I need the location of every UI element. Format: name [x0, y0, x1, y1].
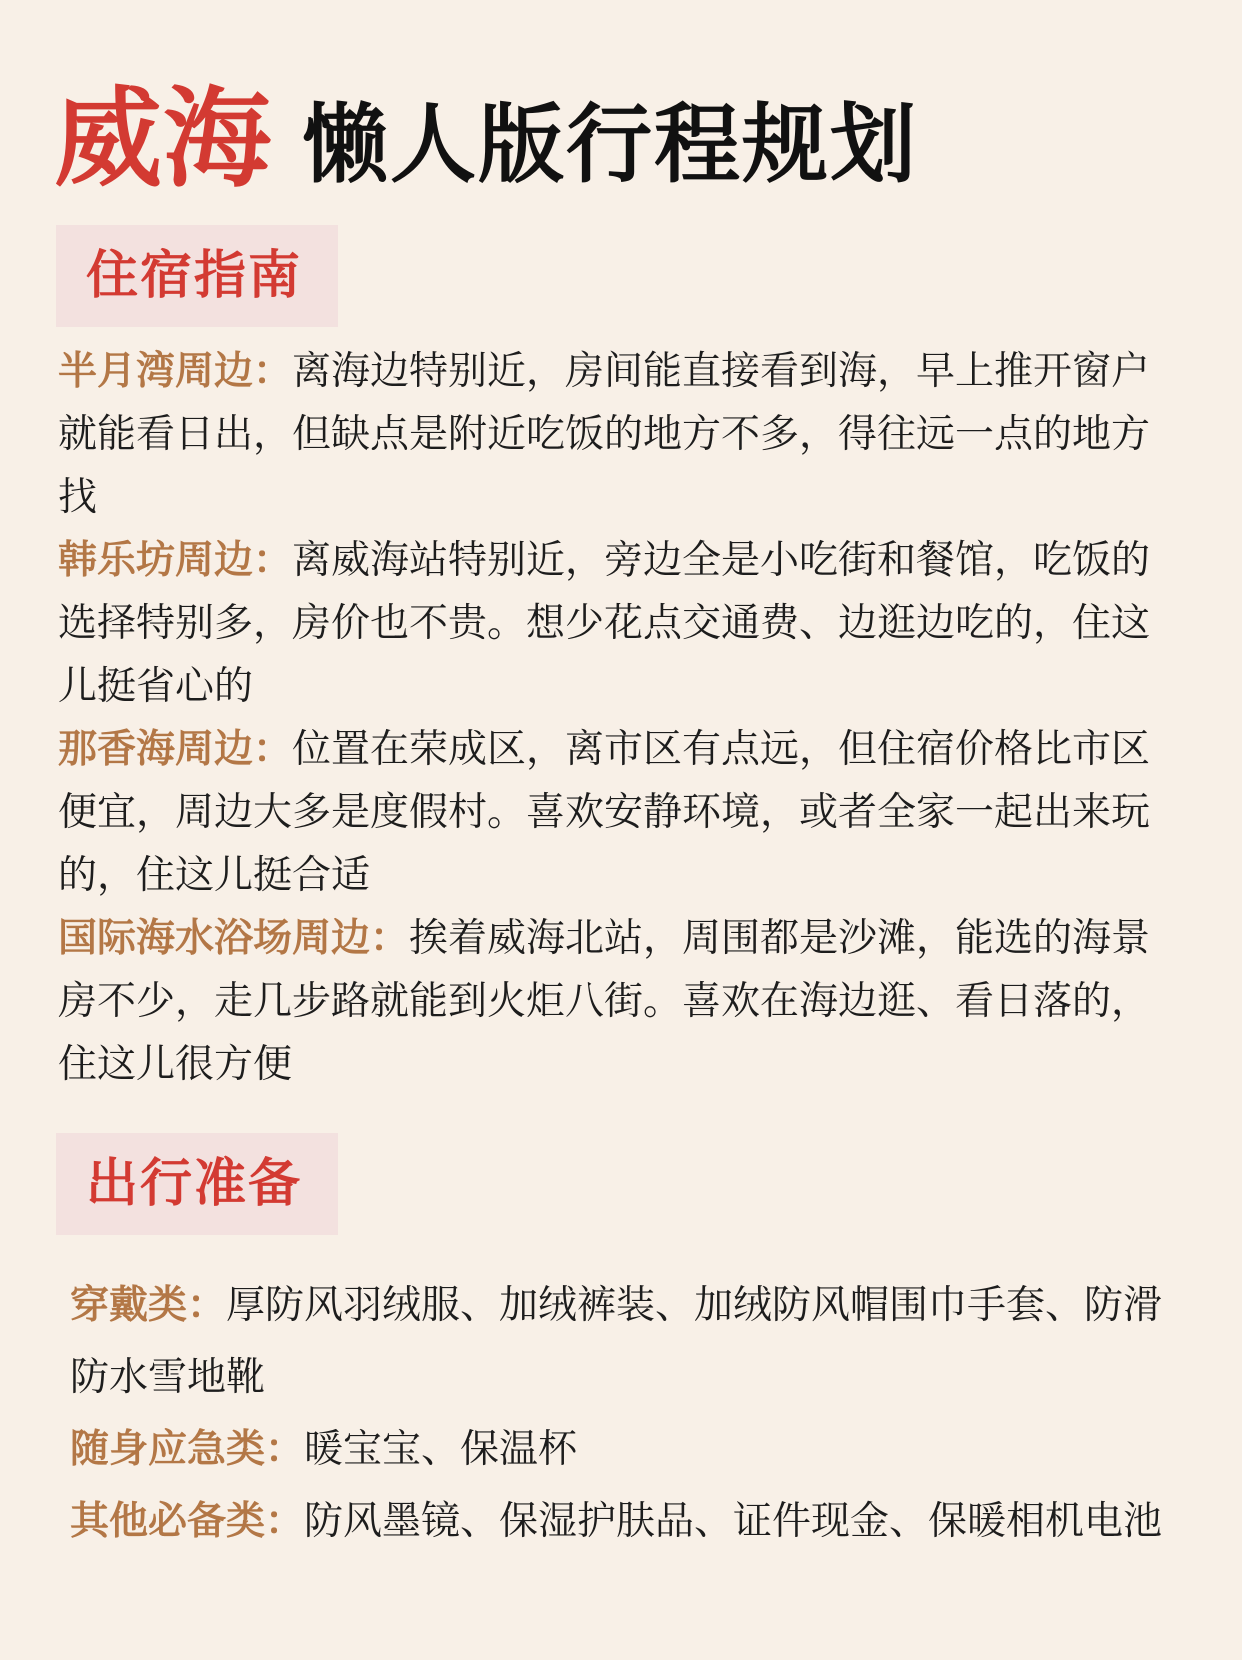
list-item-banyuewan: [58, 340, 1178, 529]
entry-label: 韩乐坊周边：: [58, 538, 293, 583]
entry-text: 暖宝宝、保温杯: [304, 1427, 578, 1472]
entry-text: 离威海站特别近，旁边全是小吃街和餐馆，吃饭的选择特别多，房价也不贵。想少花点交通费、边逛边吃的，住这儿挺省心的: [58, 538, 1151, 709]
entry-label: 半月湾周边：: [58, 349, 293, 394]
entry-label: 国际海水浴场周边：: [58, 916, 410, 961]
entry-label: 那香海周边：: [58, 727, 293, 772]
accommodation-list: [58, 340, 1178, 1096]
entry-label: 其他必备类：: [70, 1499, 305, 1544]
list-item-international-beach: [58, 907, 1178, 1096]
list-item-emergency: [70, 1414, 1178, 1486]
title-main: 威海: [54, 77, 273, 202]
list-item-hanlefang: [58, 529, 1178, 718]
entry-text: 防风墨镜、保湿护肤品、证件现金、保暖相机电池: [304, 1499, 1163, 1544]
entry-text: 离海边特别近，房间能直接看到海，早上推开窗户就能看日出，但缺点是附近吃饭的地方不多，得往远一点的地方找: [58, 349, 1151, 520]
section-tag-preparation: 出行准备: [56, 1133, 338, 1235]
entry-text: 厚防风羽绒服、加绒裤装、加绒防风帽围巾手套、防滑防水雪地靴: [70, 1283, 1163, 1400]
preparation-list: [70, 1270, 1178, 1558]
title-sub: 懒人版行程规划: [302, 95, 919, 195]
entry-label: 随身应急类：: [70, 1427, 305, 1472]
entry-text: 位置在荣成区，离市区有点远，但住宿价格比市区便宜，周边大多是度假村。喜欢安静环境，或者全家一起出来玩的，住这儿挺合适: [58, 727, 1151, 898]
list-item-other-essentials: [70, 1486, 1178, 1558]
entry-text: 挨着威海北站，周围都是沙滩，能选的海景房不少，走几步路就能到火炬八街。喜欢在海边逛、看日落的，住这儿很方便: [58, 916, 1151, 1087]
list-item-naxianghai: [58, 718, 1178, 907]
entry-label: 穿戴类：: [70, 1283, 227, 1328]
page-title: [54, 62, 1194, 202]
section-tag-accommodation: 住宿指南: [56, 225, 338, 327]
list-item-clothing: [70, 1270, 1178, 1414]
